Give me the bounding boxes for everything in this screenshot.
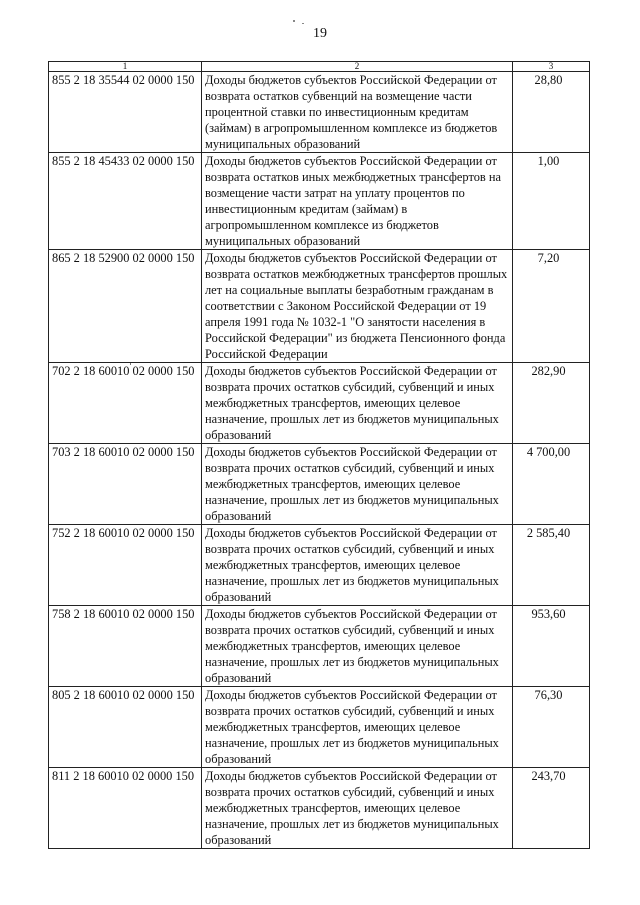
budget-code-cell: 865 2 18 52900 02 0000 150 <box>49 250 202 363</box>
amount-cell: 2 585,40 <box>513 525 590 606</box>
revenue-name-cell: Доходы бюджетов субъектов Российской Федерации от возврата прочих остатков субсидий, субвенций и иных межбюджетных трансфертов, имеющих целевое назначение, прошлых лет из бюджетов муниципальных образований <box>202 363 513 444</box>
table-row <box>49 153 590 250</box>
revenue-name-cell: Доходы бюджетов субъектов Российской Федерации от возврата остатков иных межбюджетных трансфертов на возмещение части затрат на уплату процентов по инвестиционным кредитам (займам) в агропромышленном комплексе из бюджетов муниципальных образований <box>202 153 513 250</box>
table-row <box>49 72 590 153</box>
budget-code-cell: 758 2 18 60010 02 0000 150 <box>49 606 202 687</box>
table-row <box>49 363 590 444</box>
revenue-name-cell: Доходы бюджетов субъектов Российской Федерации от возврата прочих остатков субсидий, субвенций и иных межбюджетных трансфертов, имеющих целевое назначение, прошлых лет из бюджетов муниципальных образований <box>202 444 513 525</box>
column-number-header: 1 <box>49 62 202 72</box>
revenue-name-cell: Доходы бюджетов субъектов Российской Федерации от возврата остатков межбюджетных трансфертов прошлых лет на социальные выплаты безработным гражданам в соответствии с Законом Российской Федерации от 19 апреля 1991 года № 1032-1 "О занятости населения в Российской Федерации" из бюджета Пенсионного фонда Российской Федерации <box>202 250 513 363</box>
amount-cell: 7,20 <box>513 250 590 363</box>
column-number-header: 3 <box>513 62 590 72</box>
amount-cell: 76,30 <box>513 687 590 768</box>
budget-code-cell: 855 2 18 45433 02 0000 150 <box>49 153 202 250</box>
page-number: 19 <box>313 26 327 41</box>
budget-code-cell: 702 2 18 60010 02 0000 150 <box>49 363 202 444</box>
table-row <box>49 444 590 525</box>
table-row <box>49 250 590 363</box>
budget-code-cell: 752 2 18 60010 02 0000 150 <box>49 525 202 606</box>
budget-code-cell: 703 2 18 60010 02 0000 150 <box>49 444 202 525</box>
amount-cell: 953,60 <box>513 606 590 687</box>
revenue-name-cell: Доходы бюджетов субъектов Российской Федерации от возврата прочих остатков субсидий, субвенций и иных межбюджетных трансфертов, имеющих целевое назначение, прошлых лет из бюджетов муниципальных образований <box>202 606 513 687</box>
budget-code-cell: 811 2 18 60010 02 0000 150 <box>49 768 202 849</box>
table-row <box>49 687 590 768</box>
revenue-name-cell: Доходы бюджетов субъектов Российской Федерации от возврата остатков субвенций на возмещение части процентной ставки по инвестиционным кредитам (займам) в агропромышленном комплексе из бюджетов муниципальных образований <box>202 72 513 153</box>
budget-code-cell: 855 2 18 35544 02 0000 150 <box>49 72 202 153</box>
revenue-name-cell: Доходы бюджетов субъектов Российской Федерации от возврата прочих остатков субсидий, субвенций и иных межбюджетных трансфертов, имеющих целевое назначение, прошлых лет из бюджетов муниципальных образований <box>202 687 513 768</box>
revenue-name-cell: Доходы бюджетов субъектов Российской Федерации от возврата прочих остатков субсидий, субвенций и иных межбюджетных трансфертов, имеющих целевое назначение, прошлых лет из бюджетов муниципальных образований <box>202 525 513 606</box>
amount-cell: 1,00 <box>513 153 590 250</box>
table-row <box>49 606 590 687</box>
revenue-name-cell: Доходы бюджетов субъектов Российской Федерации от возврата прочих остатков субсидий, субвенций и иных межбюджетных трансфертов, имеющих целевое назначение, прошлых лет из бюджетов муниципальных образований <box>202 768 513 849</box>
scan-speck <box>293 20 295 22</box>
amount-cell: 28,80 <box>513 72 590 153</box>
amount-cell: 4 700,00 <box>513 444 590 525</box>
table-row <box>49 525 590 606</box>
amount-cell: 282,90 <box>513 363 590 444</box>
column-number-row <box>49 62 590 72</box>
budget-code-cell: 805 2 18 60010 02 0000 150 <box>49 687 202 768</box>
amount-cell: 243,70 <box>513 768 590 849</box>
column-number-header: 2 <box>202 62 513 72</box>
budget-revenue-table <box>48 61 590 849</box>
table-row <box>49 768 590 849</box>
scan-speck <box>302 23 304 24</box>
